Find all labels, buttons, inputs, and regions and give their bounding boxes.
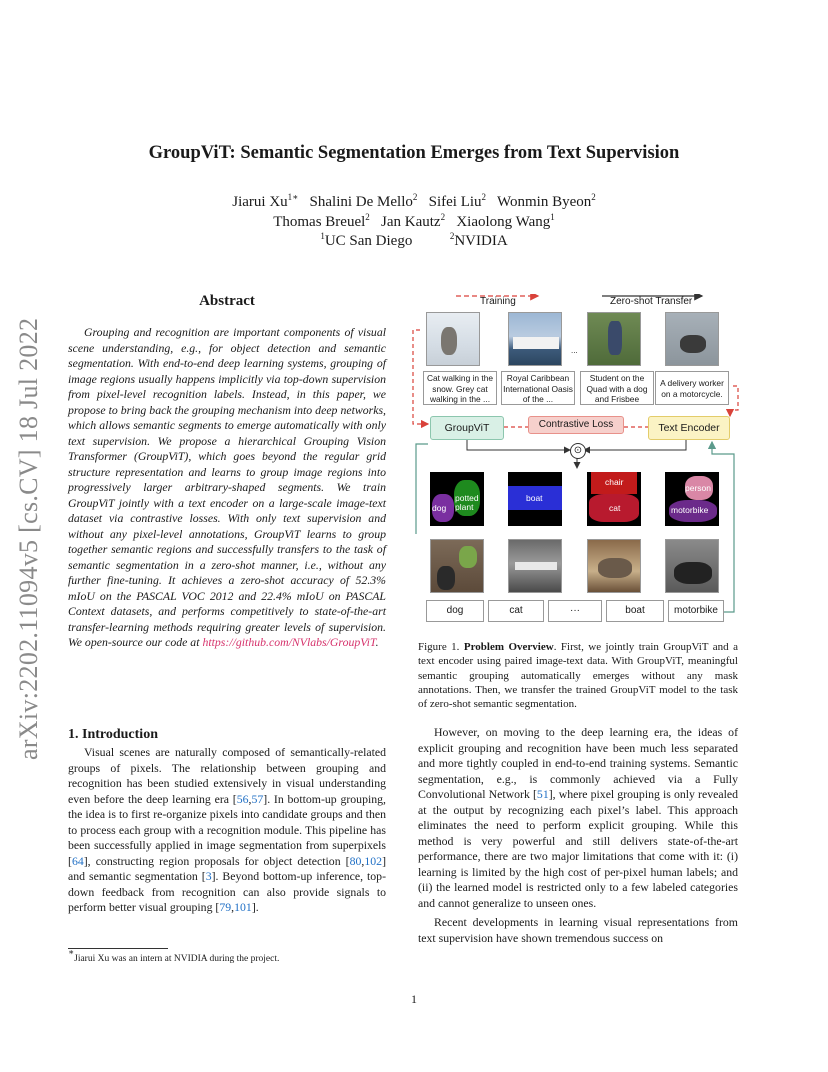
- seg-dog-plant: dog potted plant: [430, 472, 484, 526]
- photo-cruise-ship: [508, 312, 562, 366]
- text-encoder-module: Text Encoder: [648, 416, 730, 440]
- photo-motorcycle: [665, 312, 719, 366]
- caption-box: Cat walking in the snow. Grey cat walking in the ...: [423, 371, 497, 405]
- author: Sifei Liu: [428, 194, 482, 210]
- photo-motorbike-rider: [665, 539, 719, 593]
- author: Jan Kautz: [381, 214, 441, 230]
- groupvit-module: GroupViT: [430, 416, 504, 440]
- training-label: Training: [480, 296, 516, 307]
- contrastive-loss-module: Contrastive Loss: [528, 416, 624, 434]
- footnote: ∗Jiarui Xu was an intern at NVIDIA during the project.: [68, 947, 280, 964]
- author: Thomas Breuel: [273, 214, 366, 230]
- abstract-heading: Abstract: [199, 293, 255, 309]
- class-label: dog: [426, 600, 484, 622]
- abstract-body: Grouping and recognition are important components of visual scene understanding, e.g., for object detection and semantic segmentation. With end-to-end deep learning systems, grouping of image regions usually happens implicitly via top-down supervision from pixel-level recognition labels. Instead, in this paper, we propose to bring back the grouping mechanism into deep networks, which allows semantic segments to emerge automatically with only text supervision. We propose a hierarchical Grouping Vision Transformer (GroupViT), which goes beyond the regular grid structure representation and learns to group image regions into progressively larger arbitrary-shaped segments. We train GroupViT jointly with a text encoder on a large-scale image-text dataset via contrastive losses. With only text supervision and without any pixel-level annotations, GroupViT learns to group together semantic regions and successfully transfers to the task of semantic segmentation in a zero-shot manner, i.e., without any further fine-tuning. It achieves a zero-shot accuracy of 52.3% mIoU on the PASCAL VOC 2012 and 22.4% mIoU on PASCAL Context datasets, and performs competitively to state-of-the-art transfer-learning methods requiring greater levels of supervision. We open-source our code at https://github.com/NVlabs/GroupViT.: [68, 325, 386, 649]
- class-label: ···: [548, 600, 602, 622]
- seg-person-motorbike: person motorbike: [665, 472, 719, 526]
- photo-cat-snow: [426, 312, 480, 366]
- intro-heading: 1. Introduction: [68, 727, 158, 742]
- zeroshot-label: Zero-shot Transfer: [610, 296, 693, 307]
- ellipsis: ...: [571, 346, 578, 355]
- code-link[interactable]: https://github.com/NVlabs/GroupViT: [202, 635, 376, 649]
- author-line-1: Jiarui $Xu^{1∗}$ Shalini De Mello$^2$ Sifei Liu$^2$ Wonmin Byeon$^2$: [232, 192, 596, 210]
- affiliations: $^1$UC San Diego $^2$NVIDIA: [320, 231, 508, 249]
- author: Shalini De Mello: [309, 194, 413, 210]
- photo-cat-chair: [587, 539, 641, 593]
- citation-link[interactable]: 101: [234, 900, 252, 914]
- footnote-rule: [68, 948, 168, 949]
- dot-product-icon: ⊙: [570, 443, 586, 459]
- class-label: cat: [488, 600, 544, 622]
- photo-student-dog: [587, 312, 641, 366]
- citation-link[interactable]: 64: [71, 853, 84, 868]
- citation-link[interactable]: 80: [349, 853, 362, 868]
- page-number: 1: [411, 992, 417, 1006]
- arxiv-stamp-text: arXiv:2202.11094v5 [cs.CV] 18 Jul 2022: [14, 317, 43, 760]
- citation-link[interactable]: 79: [219, 900, 232, 914]
- author: Wonmin Byeon: [497, 194, 592, 210]
- photo-boat: [508, 539, 562, 593]
- caption-box: A delivery worker on a motorcycle.: [655, 371, 729, 405]
- citation-link[interactable]: 57: [251, 791, 264, 806]
- right-column-body: However, on moving to the deep learning era, the ideas of explicit grouping and recognition have been much less separated and more tightly coupled in end-to-end training systems. Semantic segmentation, e.g., is commonly achieved via a Fully Convolutional Network [51], where pixel grouping is only revealed at the output by recognizing each pixel’s label. This approach eliminates the need to perform explicit grouping. While this method is very powerful and still delivers state-of-the-art performance, there are two major limitations that come with it: (i) learning is limited by the high cost of per-pixel human labels; and (ii) the learned model is restricted only to a few labeled categories and cannot generalize to unseen ones. Recent developments in learning visual representations from text supervision have shown tremendous success on: [418, 725, 738, 945]
- figure-caption: Figure 1. Problem Overview. First, we jointly train GroupViT and a text encoder using paired image-text data. With GroupViT, meaningful semantic grouping automatically emerges without any mask annotations. Then, we transfer the trained GroupViT model to the task of zero-shot semantic segmentation.: [418, 641, 738, 711]
- figure-1: [412, 294, 742, 626]
- author: Xiaolong Wang: [456, 214, 551, 230]
- citation-link[interactable]: 56: [236, 791, 249, 806]
- caption-box: Royal Caribbean International Oasis of the ...: [501, 371, 575, 405]
- citation-link[interactable]: 51: [536, 787, 549, 801]
- affiliation: NVIDIA: [454, 233, 508, 249]
- caption-box: Student on the Quad with a dog and Frisbee: [580, 371, 654, 405]
- citation-link[interactable]: 3: [205, 869, 212, 883]
- class-label: boat: [606, 600, 664, 622]
- photo-dog-plant: [430, 539, 484, 593]
- author: Jiarui Xu: [232, 194, 288, 210]
- citation-link[interactable]: 102: [364, 853, 383, 868]
- affiliation: UC San Diego: [324, 233, 413, 249]
- paper-title: GroupViT: Semantic Segmentation Emerges from Text Supervision: [148, 143, 680, 163]
- intro-body: Visual scenes are naturally composed of semantically-related groups of pixels. The relationship between grouping and recognition has been studied extensively in visual understanding even before the deep learning era [56,57]. In bottom-up grouping, the idea is to first re-organize pixels into candidate groups and then to process each group with a recognition module. This pipeline has been successfully applied in image segmentation from superpixels [64], constructing region proposals for object detection [80,102] and semantic segmentation [3]. Beyond bottom-up inference, top-down feedback from recognition can also provide signals to perform better visual grouping [79,101].: [68, 745, 386, 914]
- seg-boat: boat: [508, 472, 562, 526]
- author-line-2: Thomas Breuel$^2$ Jan Kautz$^2$ Xiaolong Wang$^1$: [273, 212, 555, 230]
- class-label: motorbike: [668, 600, 724, 622]
- seg-chair-cat: chair cat: [587, 472, 641, 526]
